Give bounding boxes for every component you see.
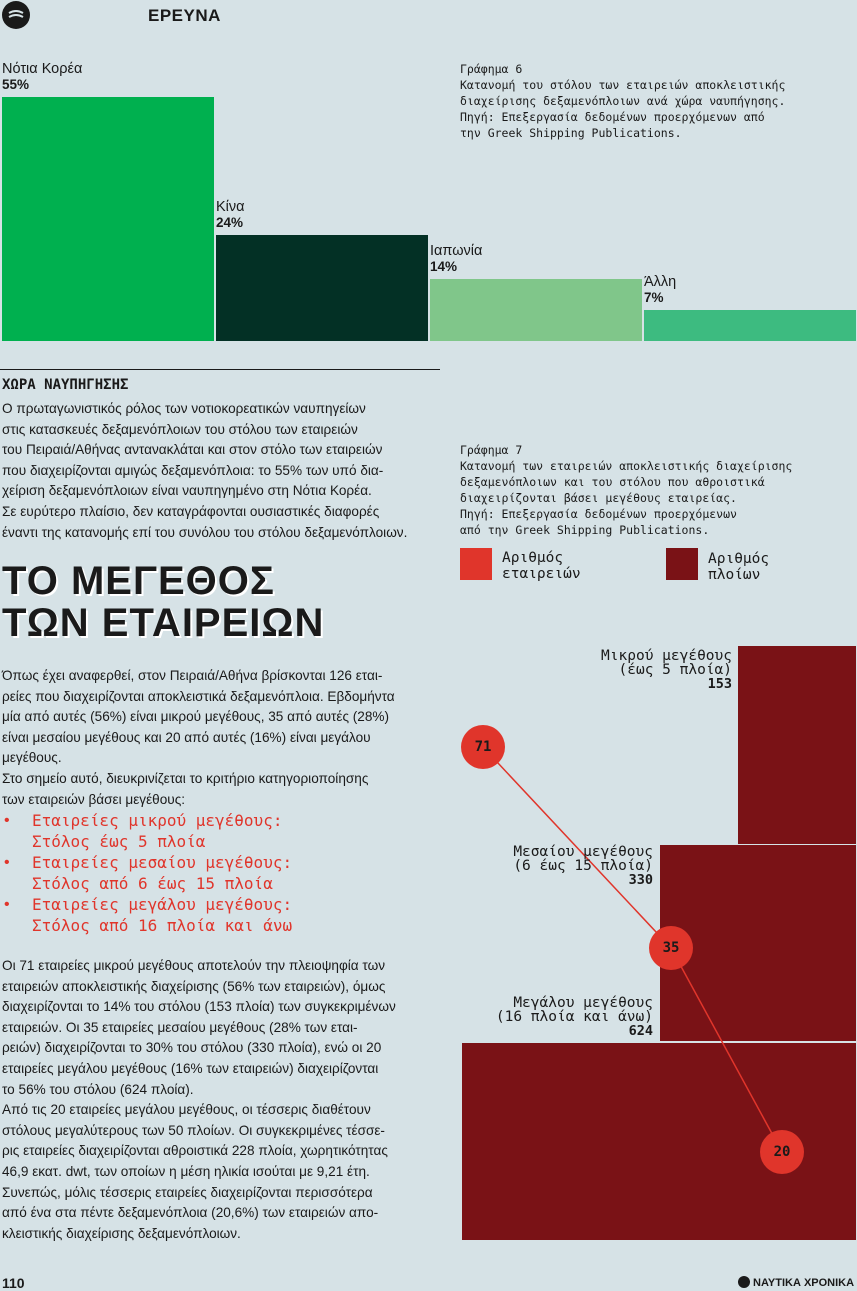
value-label-ships-medium: 330 — [628, 872, 653, 888]
text-line: ρις εταιρείες διαχειρίζονται αθροιστικά 228 πλοία, χωρητικότητας — [2, 1143, 388, 1159]
legend-line: πλοίων — [708, 567, 761, 583]
text-line: Όπως έχει αναφερθεί, στον Πειραιά/Αθήνα βρίσκονται 126 εται- — [2, 668, 383, 683]
text-line: των εταιρειών βάσει μεγέθους: — [2, 791, 186, 807]
caption-line: διαχειρίζονται βάσει μεγέθους εταιρείας. — [460, 491, 737, 505]
bullet-line: Εταιρείες μεσαίου μεγέθους: — [32, 853, 293, 872]
bullet-line: Εταιρείες μικρού μεγέθους: — [32, 811, 283, 830]
text-line: Στο σημείο αυτό, διευκρινίζεται το κριτήριο κατηγοριοποίησης — [2, 770, 369, 786]
text-line: Σε ευρύτερο πλαίσιο, δεν καταγράφονται ουσιαστικές διαφορές — [2, 503, 380, 519]
text-line: που διαχειρίζονται αμιγώς δεξαμενόπλοια: το 55% των υπό δια- — [2, 462, 384, 478]
category-label: Κίνα — [216, 199, 245, 215]
text-line: ρειών) διαχειρίζονται το 30% του στόλου (330 πλοία), ενώ οι 20 — [2, 1040, 382, 1056]
category-label: Άλλη — [644, 274, 677, 290]
caption-line: Πηγή: Επεξεργασία δεδομένων προερχόμενων από — [460, 110, 765, 124]
text-line: Ο πρωταγωνιστικός ρόλος των νοτιοκορεατικών ναυπηγείων — [2, 401, 366, 416]
caption-line: από την Greek Shipping Publications. — [460, 523, 710, 537]
companies-point-small: 71 — [461, 725, 505, 769]
text-line: μεγέθους. — [2, 750, 62, 766]
label-small — [601, 649, 732, 691]
label-medium — [513, 845, 653, 887]
section-title: ΕΡΕΥΝΑ — [148, 6, 221, 25]
legend-line: Αριθμός — [502, 550, 564, 566]
label-line: (6 έως 15 πλοία) — [513, 858, 653, 874]
caption-line: διαχείρισης δεξαμενόπλοιων ανά χώρα ναυπήγησης. — [460, 94, 786, 108]
bullet-line: Εταιρείες μεγάλου μεγέθους: — [32, 895, 293, 914]
caption-line: Κατανομή του στόλου των εταιρειών αποκλειστικής — [460, 78, 786, 92]
brand-name: ΝΑΥΤΙΚΑ ΧΡΟΝΙΚΑ — [753, 1277, 855, 1289]
page-number: 110 — [2, 1275, 25, 1291]
text-line: εταιρειών αποκλειστικής διαχείρισης (56% των εταιρειών), όμως — [2, 978, 386, 994]
label-large — [496, 996, 653, 1038]
text-line: χείριση δεξαμενόπλοιων είναι ναυπηγημένο στη Νότια Κορέα. — [2, 483, 372, 499]
text-line: κλειστικής διαχείρισης δεξαμενόπλοιων. — [2, 1225, 241, 1241]
value-label-ships-small: 153 — [707, 676, 732, 692]
companies-point-medium: 35 — [649, 926, 693, 970]
text-line: στόλους μεγαλύτερους των 50 πλοίων. Οι συγκεκριμένες τέσσε- — [2, 1122, 385, 1138]
text-line: εταιρειών. Οι 35 εταιρείες μεσαίου μεγέθους (28% των εται- — [2, 1019, 358, 1035]
bullet-icon: • — [4, 854, 10, 871]
text-line: διαχειρίζονται το 14% του στόλου (153 πλοία) των συγκεκριμένων — [2, 999, 396, 1015]
text-line: από ένα στα πέντε δεξαμενόπλοια (20,6%) των εταιρειών απο- — [2, 1205, 379, 1221]
caption-line: Πηγή: Επεξεργασία δεδομένων προερχόμενων — [460, 507, 737, 521]
label-line: Μεσαίου μεγέθους — [513, 844, 653, 860]
label-line: (16 πλοία και άνω) — [495, 1009, 653, 1025]
bullet-line: Στόλος έως 5 πλοία — [32, 832, 206, 851]
value-label: 55% — [2, 77, 30, 92]
label-line: (έως 5 πλοία) — [618, 662, 732, 678]
title-line: ΤΩΝ ΕΤΑΙΡΕΙΩΝ — [2, 601, 325, 645]
category-label: Ιαπωνία — [430, 243, 483, 259]
brand-footer — [738, 1276, 854, 1289]
text-line: εταιρείες μεγάλου μεγέθους (16% των εταιρειών) διαχειρίζονται — [2, 1060, 379, 1076]
text-line: ρείες που διαχειρίζονται αποκλειστικά δεξαμενόπλοια. Εβδομήντα — [2, 688, 395, 704]
caption-line: δεξαμενόπλοιων και του στόλου που αθροιστικά — [460, 475, 765, 489]
text-line: στις κατασκευές δεξαμενόπλοιων του στόλου των εταιρειών — [2, 421, 358, 437]
title-line: ΤΟ ΜΕΓΕΘΟΣ — [2, 559, 275, 603]
brand-logo-icon — [738, 1276, 750, 1288]
caption-line: την Greek Shipping Publications. — [460, 126, 682, 140]
text-line: Συνεπώς, μόλις τέσσερις εταιρείες διαχειρίζονται περισσότερα — [2, 1184, 373, 1200]
value-label: 7% — [644, 290, 664, 305]
text-line: Οι 71 εταιρείες μικρού μεγέθους αποτελούν την πλειοψηφία των — [2, 958, 386, 973]
ships-bar-small — [738, 646, 856, 844]
bullet-line: Στόλος από 16 πλοία και άνω — [32, 916, 293, 935]
bullet-icon: • — [4, 896, 10, 913]
bullet-icon: • — [4, 812, 10, 829]
label-line: Μεγάλου μεγέθους — [513, 995, 653, 1011]
text-line: μία από αυτές (56%) είναι μικρού μεγέθους, 35 από αυτές (28%) — [2, 709, 390, 725]
companies-point-large: 20 — [760, 1130, 804, 1174]
text-line: Από τις 20 εταιρείες μεγάλου μεγέθους, οι τέσσερις διαθέτουν — [2, 1102, 371, 1118]
text-line: του Πειραιά/Αθήνας αντανακλάται και στον στόλο των εταιρειών — [2, 442, 383, 458]
text-line: 46,9 εκατ. dwt, των οποίων η μέση ηλικία ισούται με 9,21 έτη. — [2, 1163, 370, 1179]
caption-line: Γράφημα 6 — [460, 62, 523, 76]
caption-line: Γράφημα 7 — [460, 443, 523, 457]
bullet-line: Στόλος από 6 έως 15 πλοία — [32, 874, 273, 893]
caption-line: Κατανομή των εταιρειών αποκλειστικής διαχείρισης — [460, 459, 793, 473]
subhead: ΧΩΡΑ ΝΑΥΠΗΓΗΣΗΣ — [2, 377, 129, 393]
legend-line: Αριθμός — [708, 551, 770, 567]
value-label: 14% — [430, 259, 458, 274]
text-line: είναι μεσαίου μεγέθους και 20 από αυτές (16%) είναι μεγάλου — [2, 729, 371, 745]
label-line: Μικρού μεγέθους — [601, 648, 732, 664]
category-label: Νότια Κορέα — [2, 61, 83, 77]
text-line: το 56% του στόλου (624 πλοία). — [2, 1081, 194, 1097]
value-label-ships-large: 624 — [628, 1023, 653, 1039]
value-label: 24% — [216, 215, 244, 230]
legend-line: εταιρειών — [502, 566, 581, 582]
text-line: έναντι της κατανομής επί του συνόλου του στόλου δεξαμενόπλοιων. — [2, 524, 408, 540]
